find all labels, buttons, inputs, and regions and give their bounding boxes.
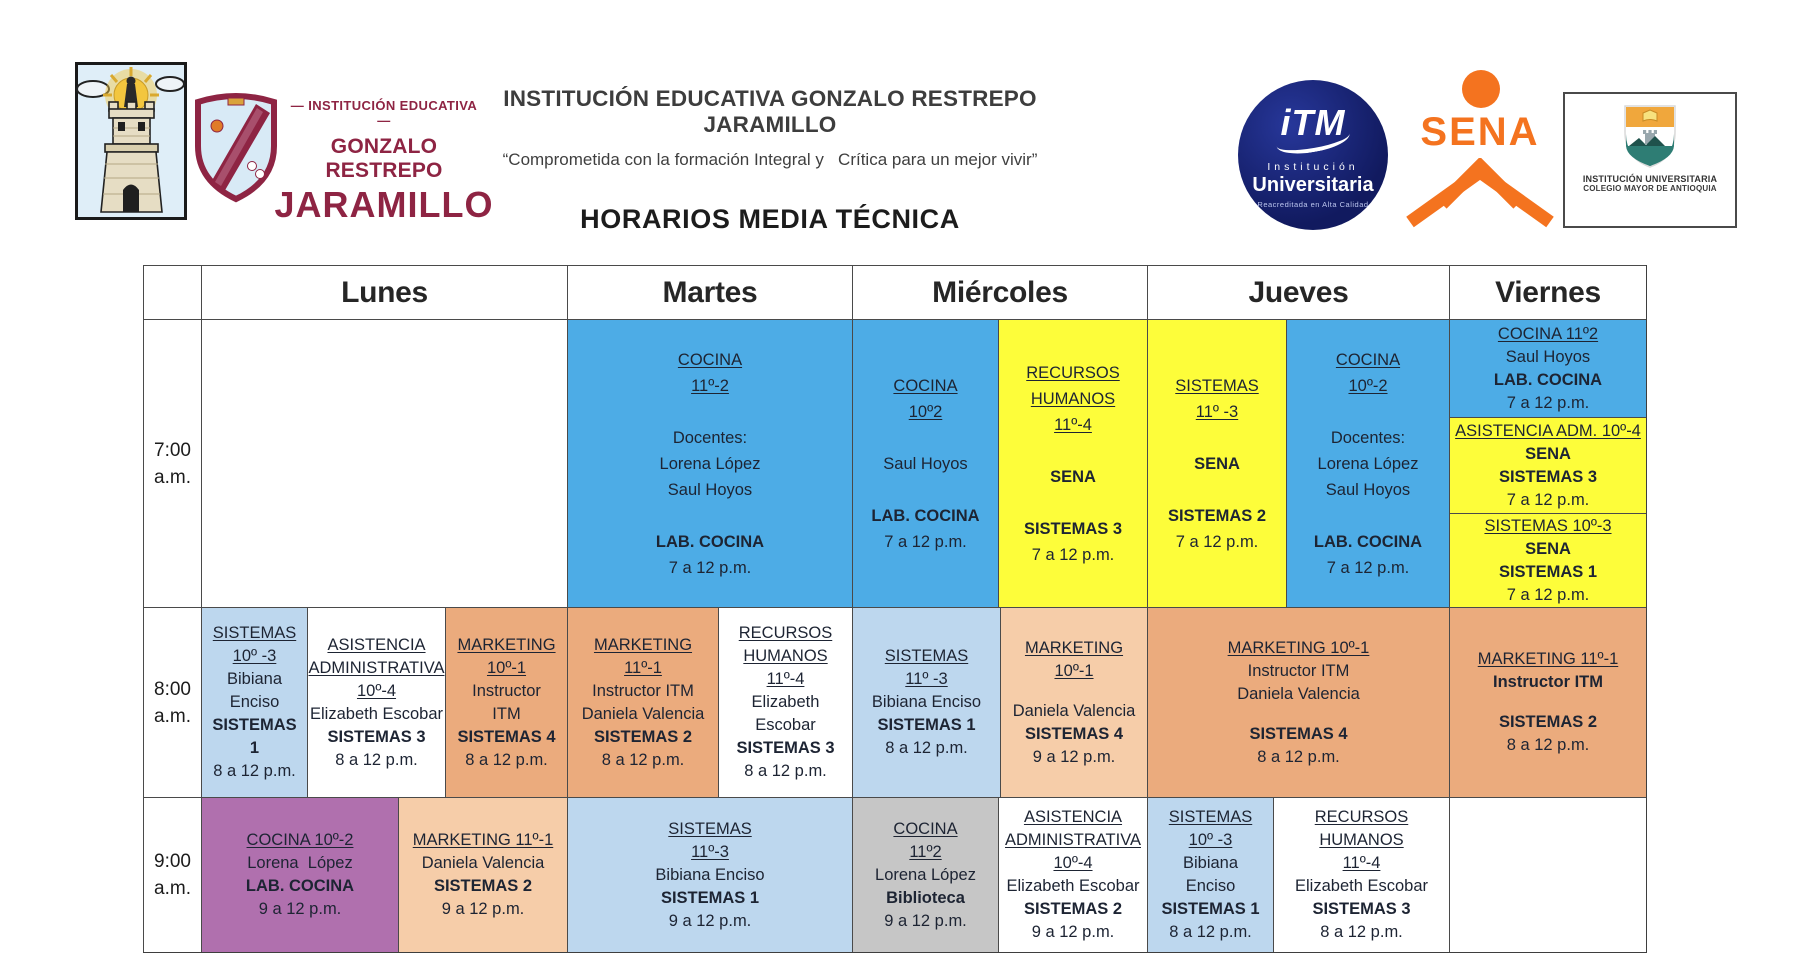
cell-line: 8 a 12 p.m. — [213, 762, 296, 780]
time-ampm: a.m. — [154, 466, 191, 488]
cell-line: SISTEMAS — [1168, 808, 1253, 826]
cell-line: ITM — [492, 704, 521, 723]
school-motto: “Comprometida con la formación Integral y Crítica para un mejor vivir” — [502, 150, 1038, 169]
school-wordmark-line3: JARAMILLO — [274, 184, 494, 225]
itm-abbr: iTM — [1280, 101, 1346, 143]
cell-line: ASISTENCIA ADM. 10º-4 — [1455, 421, 1641, 440]
cell-line: LAB. COCINA — [1313, 532, 1423, 551]
cell-line: SISTEMAS — [212, 716, 297, 734]
cell-line: Elizabeth Escobar — [310, 704, 443, 723]
schedule-cell-martes-8am-recursos-humanos — [718, 607, 852, 797]
cell-line: SISTEMAS 2 — [1498, 713, 1598, 731]
cell-line: Bibiana — [226, 670, 283, 688]
cell-line: 7 a 12 p.m. — [1506, 585, 1590, 604]
cell-line: SENA — [1050, 467, 1096, 486]
schedule-cell-jueves-7am-cocina-10-2 — [1286, 319, 1449, 607]
cell-line: LAB. COCINA — [245, 877, 355, 895]
schedule-cell-jueves-8am-marketing-10-1 — [1147, 607, 1449, 797]
itm-logo — [1238, 80, 1388, 230]
cell-line: SISTEMAS 3 — [1023, 519, 1123, 538]
sena-logo — [1396, 64, 1564, 230]
time-label-8am — [143, 607, 201, 797]
cell-line: 7 a 12 p.m. — [1175, 532, 1259, 551]
schedule-cell-viernes-8am-marketing-11-1 — [1449, 607, 1646, 797]
cell-line: MARKETING — [457, 635, 556, 654]
cell-line: Instructor ITM — [1493, 673, 1603, 691]
cell-line: Saul Hoyos — [1325, 480, 1411, 499]
cell-line: 11º-4 — [1054, 415, 1092, 434]
schedule-cell-jueves-7am-sistemas-11-3 — [1147, 319, 1286, 607]
schedule-cell-jueves-9am-sistemas-10-3 — [1147, 797, 1273, 952]
time-header-stub — [143, 265, 201, 319]
tower-crest-logo — [75, 62, 187, 220]
cell-line: 10º-4 — [356, 681, 397, 700]
schedule-cell-lunes-8am-asistencia-administrativa — [307, 607, 445, 797]
cell-line: 7 a 12 p.m. — [668, 558, 752, 577]
cell-line: 11º-2 — [691, 376, 729, 395]
cell-line: 11º -3 — [905, 670, 948, 688]
cell-line: Biblioteca — [886, 888, 965, 907]
cell-line: 10º-1 — [486, 658, 527, 677]
cell-line: 8 a 12 p.m. — [885, 739, 968, 757]
schedule-cell-miercoles-8am-sistemas-11-3 — [852, 607, 1000, 797]
schedule-cell-lunes-8am-marketing-10-1 — [445, 607, 567, 797]
colmayor-line2: COLEGIO MAYOR DE ANTIOQUIA — [1583, 184, 1717, 193]
day-header-lunes: Lunes — [201, 265, 567, 319]
cell-line: Instructor ITM — [1247, 661, 1350, 680]
cell-line: 10º -3 — [232, 647, 277, 665]
sena-head-icon — [1462, 70, 1500, 108]
cell-line: 10º-1 — [1054, 661, 1094, 680]
cell-line: MARKETING 11º-1 — [1477, 650, 1619, 668]
cell-line: Daniela Valencia — [581, 704, 705, 723]
cell-line: Docentes: — [1330, 428, 1406, 447]
schedule-cell-miercoles-8am-marketing-10-1 — [1000, 607, 1147, 797]
time-ampm: a.m. — [154, 705, 191, 727]
cell-line: SISTEMAS 3 — [1312, 900, 1411, 918]
cell-line: 7 a 12 p.m. — [1506, 393, 1590, 412]
schedule-cell-martes-7am-cocina-11-2 — [567, 319, 852, 607]
cell-line: SISTEMAS 4 — [1024, 724, 1124, 743]
cell-line: SISTEMAS — [668, 819, 752, 838]
schedule-cell-viernes-7am-cocina-11-2 — [1449, 319, 1646, 417]
itm-line3: Reacreditada en Alta Calidad — [1257, 199, 1369, 209]
cell-line: ADMINISTRATIVA — [308, 658, 445, 677]
cell-line: 8 a 12 p.m. — [1169, 923, 1252, 941]
cell-line: ADMINISTRATIVA — [1005, 831, 1141, 849]
itm-line2: Universitaria — [1252, 173, 1374, 196]
schedule-cell-miercoles-7am-recursos-humanos — [998, 319, 1147, 607]
cell-line: LAB. COCINA — [1493, 370, 1603, 389]
schedule-cell-martes-8am-marketing-11-1 — [567, 607, 718, 797]
time-hour: 9:00 — [154, 851, 191, 872]
cell-line: 11º -3 — [1195, 402, 1239, 421]
cell-line: SISTEMAS — [884, 647, 969, 665]
cell-line: SISTEMAS 3 — [327, 727, 426, 746]
cell-line: SISTEMAS 3 — [736, 739, 835, 757]
cell-line: Bibiana — [1182, 854, 1239, 872]
cell-line: Lorena López — [247, 854, 353, 872]
time-ampm: a.m. — [154, 878, 191, 899]
cell-line: Daniela Valencia — [421, 854, 545, 872]
cell-line: SISTEMAS — [212, 624, 297, 642]
cell-line: 11º-4 — [1342, 854, 1381, 872]
tower-crest-icon — [75, 62, 187, 220]
cell-line: MARKETING 11º-1 — [412, 831, 554, 849]
cell-line: Daniela Valencia — [1237, 684, 1360, 703]
schedule-cell-miercoles-7am-cocina-10-2 — [852, 319, 998, 607]
cell-line: Lorena López — [1317, 454, 1419, 473]
cell-line: Bibiana Enciso — [871, 693, 982, 711]
cell-line: 9 a 12 p.m. — [1031, 923, 1115, 941]
cell-line: SISTEMAS 2 — [593, 727, 693, 746]
schedule-cell-viernes-9am-empty — [1449, 797, 1646, 952]
schedule-cell-jueves-9am-recursos-humanos — [1273, 797, 1449, 952]
cell-line: Escobar — [755, 716, 816, 734]
cell-line: 8 a 12 p.m. — [1257, 747, 1340, 766]
cell-line: 8 a 12 p.m. — [744, 762, 827, 780]
schedule-cell-lunes-9am-cocina-10-2 — [201, 797, 398, 952]
cell-line: 10º-2 — [1348, 376, 1388, 395]
day-header-miercoles: Miércoles — [852, 265, 1147, 319]
cell-line: ASISTENCIA — [1023, 808, 1123, 826]
cell-line: SISTEMAS 3 — [1498, 467, 1598, 486]
schedule-cell-lunes-9am-marketing-11-1 — [398, 797, 567, 952]
cell-line: 9 a 12 p.m. — [258, 900, 342, 918]
cell-line: 10º-4 — [1053, 854, 1093, 872]
day-header-viernes: Viernes — [1449, 265, 1646, 319]
cell-line: 8 a 12 p.m. — [601, 750, 685, 769]
cell-line: 11º2 — [909, 842, 942, 861]
schedule-cell-miercoles-9am-asistencia-administrativa — [998, 797, 1147, 952]
cell-line: SISTEMAS 4 — [457, 727, 556, 746]
cell-line: SISTEMAS 1 — [1161, 900, 1260, 918]
cell-line: 9 a 12 p.m. — [884, 911, 967, 930]
cell-line: 1 — [249, 739, 260, 757]
cell-line: 10º -3 — [1188, 831, 1233, 849]
cell-line: Saul Hoyos — [1505, 347, 1591, 366]
cell-line: COCINA — [893, 819, 958, 838]
cell-line: Instructor ITM — [592, 681, 694, 700]
cell-line: 9 a 12 p.m. — [668, 911, 752, 930]
page-title: HORARIOS MEDIA TÉCNICA — [580, 204, 960, 234]
cell-line: ASISTENCIA — [327, 635, 426, 654]
schedule-table — [143, 265, 1647, 953]
cell-line: SISTEMAS 1 — [877, 716, 976, 734]
cell-line: Enciso — [229, 693, 280, 711]
school-shield-icon — [190, 86, 282, 204]
cell-line: 8 a 12 p.m. — [1320, 923, 1403, 941]
cell-line: Instructor — [472, 681, 541, 700]
cell-line: SISTEMAS 1 — [660, 888, 760, 907]
cell-line: Bibiana Enciso — [655, 865, 765, 884]
time-label-9am — [143, 797, 201, 952]
cell-line: 11º-1 — [624, 658, 662, 677]
cell-line: SENA — [1525, 444, 1571, 463]
cell-line: HUMANOS — [1030, 389, 1116, 408]
schedule-cell-lunes-7am-empty — [201, 319, 567, 607]
cell-line: 11º-3 — [691, 842, 729, 861]
cell-line: SISTEMAS 1 — [1498, 562, 1598, 581]
cell-line: Elizabeth Escobar — [1295, 877, 1428, 895]
cell-line: 7 a 12 p.m. — [1031, 545, 1115, 564]
cell-line: COCINA 11º2 — [1497, 324, 1599, 343]
school-name: INSTITUCIÓN EDUCATIVA GONZALO RESTREPO JARAMILLO — [503, 86, 1037, 137]
sena-person-icon — [1396, 158, 1564, 228]
cell-line: Elizabeth Escobar — [1006, 877, 1140, 895]
itm-line1: Institución — [1267, 160, 1359, 173]
cell-line: RECURSOS — [1314, 808, 1409, 826]
schedule-cell-miercoles-9am-cocina-11-2 — [852, 797, 998, 952]
cell-line: SISTEMAS — [1175, 376, 1259, 395]
schedule-cell-viernes-7am-sistemas-10-3 — [1449, 513, 1646, 607]
cell-line: COCINA — [893, 376, 958, 395]
cell-line: SISTEMAS 4 — [1249, 724, 1348, 743]
cell-line: SISTEMAS 2 — [1023, 900, 1123, 918]
cell-line: RECURSOS — [1026, 363, 1120, 382]
cell-line: MARKETING 10º-1 — [1227, 638, 1370, 657]
day-header-jueves: Jueves — [1147, 265, 1449, 319]
cell-line: SISTEMAS 2 — [1167, 506, 1267, 525]
cell-line: SISTEMAS 2 — [433, 877, 533, 895]
cell-line: 10º2 — [908, 402, 943, 421]
schedule-cell-martes-9am-sistemas-11-3 — [567, 797, 852, 952]
cell-line: MARKETING — [593, 635, 693, 654]
cell-line: LAB. COCINA — [655, 532, 765, 551]
cell-line: Docentes: — [672, 428, 748, 447]
school-shield-logo — [190, 86, 282, 204]
cell-line: MARKETING — [1024, 638, 1124, 657]
cell-line: SENA — [1194, 454, 1240, 473]
cell-line: 9 a 12 p.m. — [441, 900, 525, 918]
cell-line: SENA — [1525, 539, 1571, 558]
time-label-7am — [143, 319, 201, 607]
day-header-martes: Martes — [567, 265, 852, 319]
time-hour: 8:00 — [154, 678, 191, 700]
schedule-cell-lunes-8am-sistemas-10-3 — [201, 607, 307, 797]
cell-line: Elizabeth — [751, 693, 820, 711]
cell-line: COCINA — [1335, 350, 1401, 369]
cell-line: Lorena López — [659, 454, 761, 473]
cell-line: Lorena López — [875, 865, 976, 884]
cell-line: HUMANOS — [1319, 831, 1404, 849]
cell-line: COCINA 10º-2 — [246, 831, 354, 849]
cell-line: 8 a 12 p.m. — [335, 750, 418, 769]
cell-line: Saul Hoyos — [667, 480, 753, 499]
schedule-cell-viernes-7am-asistencia-adm — [1449, 417, 1646, 513]
school-wordmark-line2: GONZALO RESTREPO — [325, 135, 443, 182]
sena-name: SENA — [1420, 110, 1540, 154]
cell-line: SISTEMAS 10º-3 — [1484, 516, 1612, 535]
cell-line: HUMANOS — [743, 647, 828, 665]
cell-line: RECURSOS — [738, 624, 833, 642]
cell-line: COCINA — [677, 350, 743, 369]
cell-line: 8 a 12 p.m. — [465, 750, 548, 769]
cell-line: 7 a 12 p.m. — [884, 532, 967, 551]
cell-line: 8 a 12 p.m. — [1506, 736, 1590, 754]
cell-line: 11º-4 — [766, 670, 805, 688]
colmayor-line1: INSTITUCIÓN UNIVERSITARIA — [1582, 174, 1718, 184]
cell-line: 7 a 12 p.m. — [1326, 558, 1410, 577]
cell-line: 9 a 12 p.m. — [1032, 747, 1116, 766]
school-wordmark-line1: — INSTITUCIÓN EDUCATIVA — — [290, 98, 478, 128]
colmayor-logo — [1563, 92, 1737, 228]
cell-line: Saul Hoyos — [883, 454, 968, 473]
title-block — [440, 86, 1100, 235]
time-hour: 7:00 — [154, 439, 191, 461]
cell-line: LAB. COCINA — [871, 506, 980, 525]
cell-line: Enciso — [1185, 877, 1236, 895]
cell-line: Daniela Valencia — [1012, 701, 1136, 720]
colmayor-shield-icon — [1621, 102, 1679, 170]
cell-line: 7 a 12 p.m. — [1506, 490, 1590, 509]
